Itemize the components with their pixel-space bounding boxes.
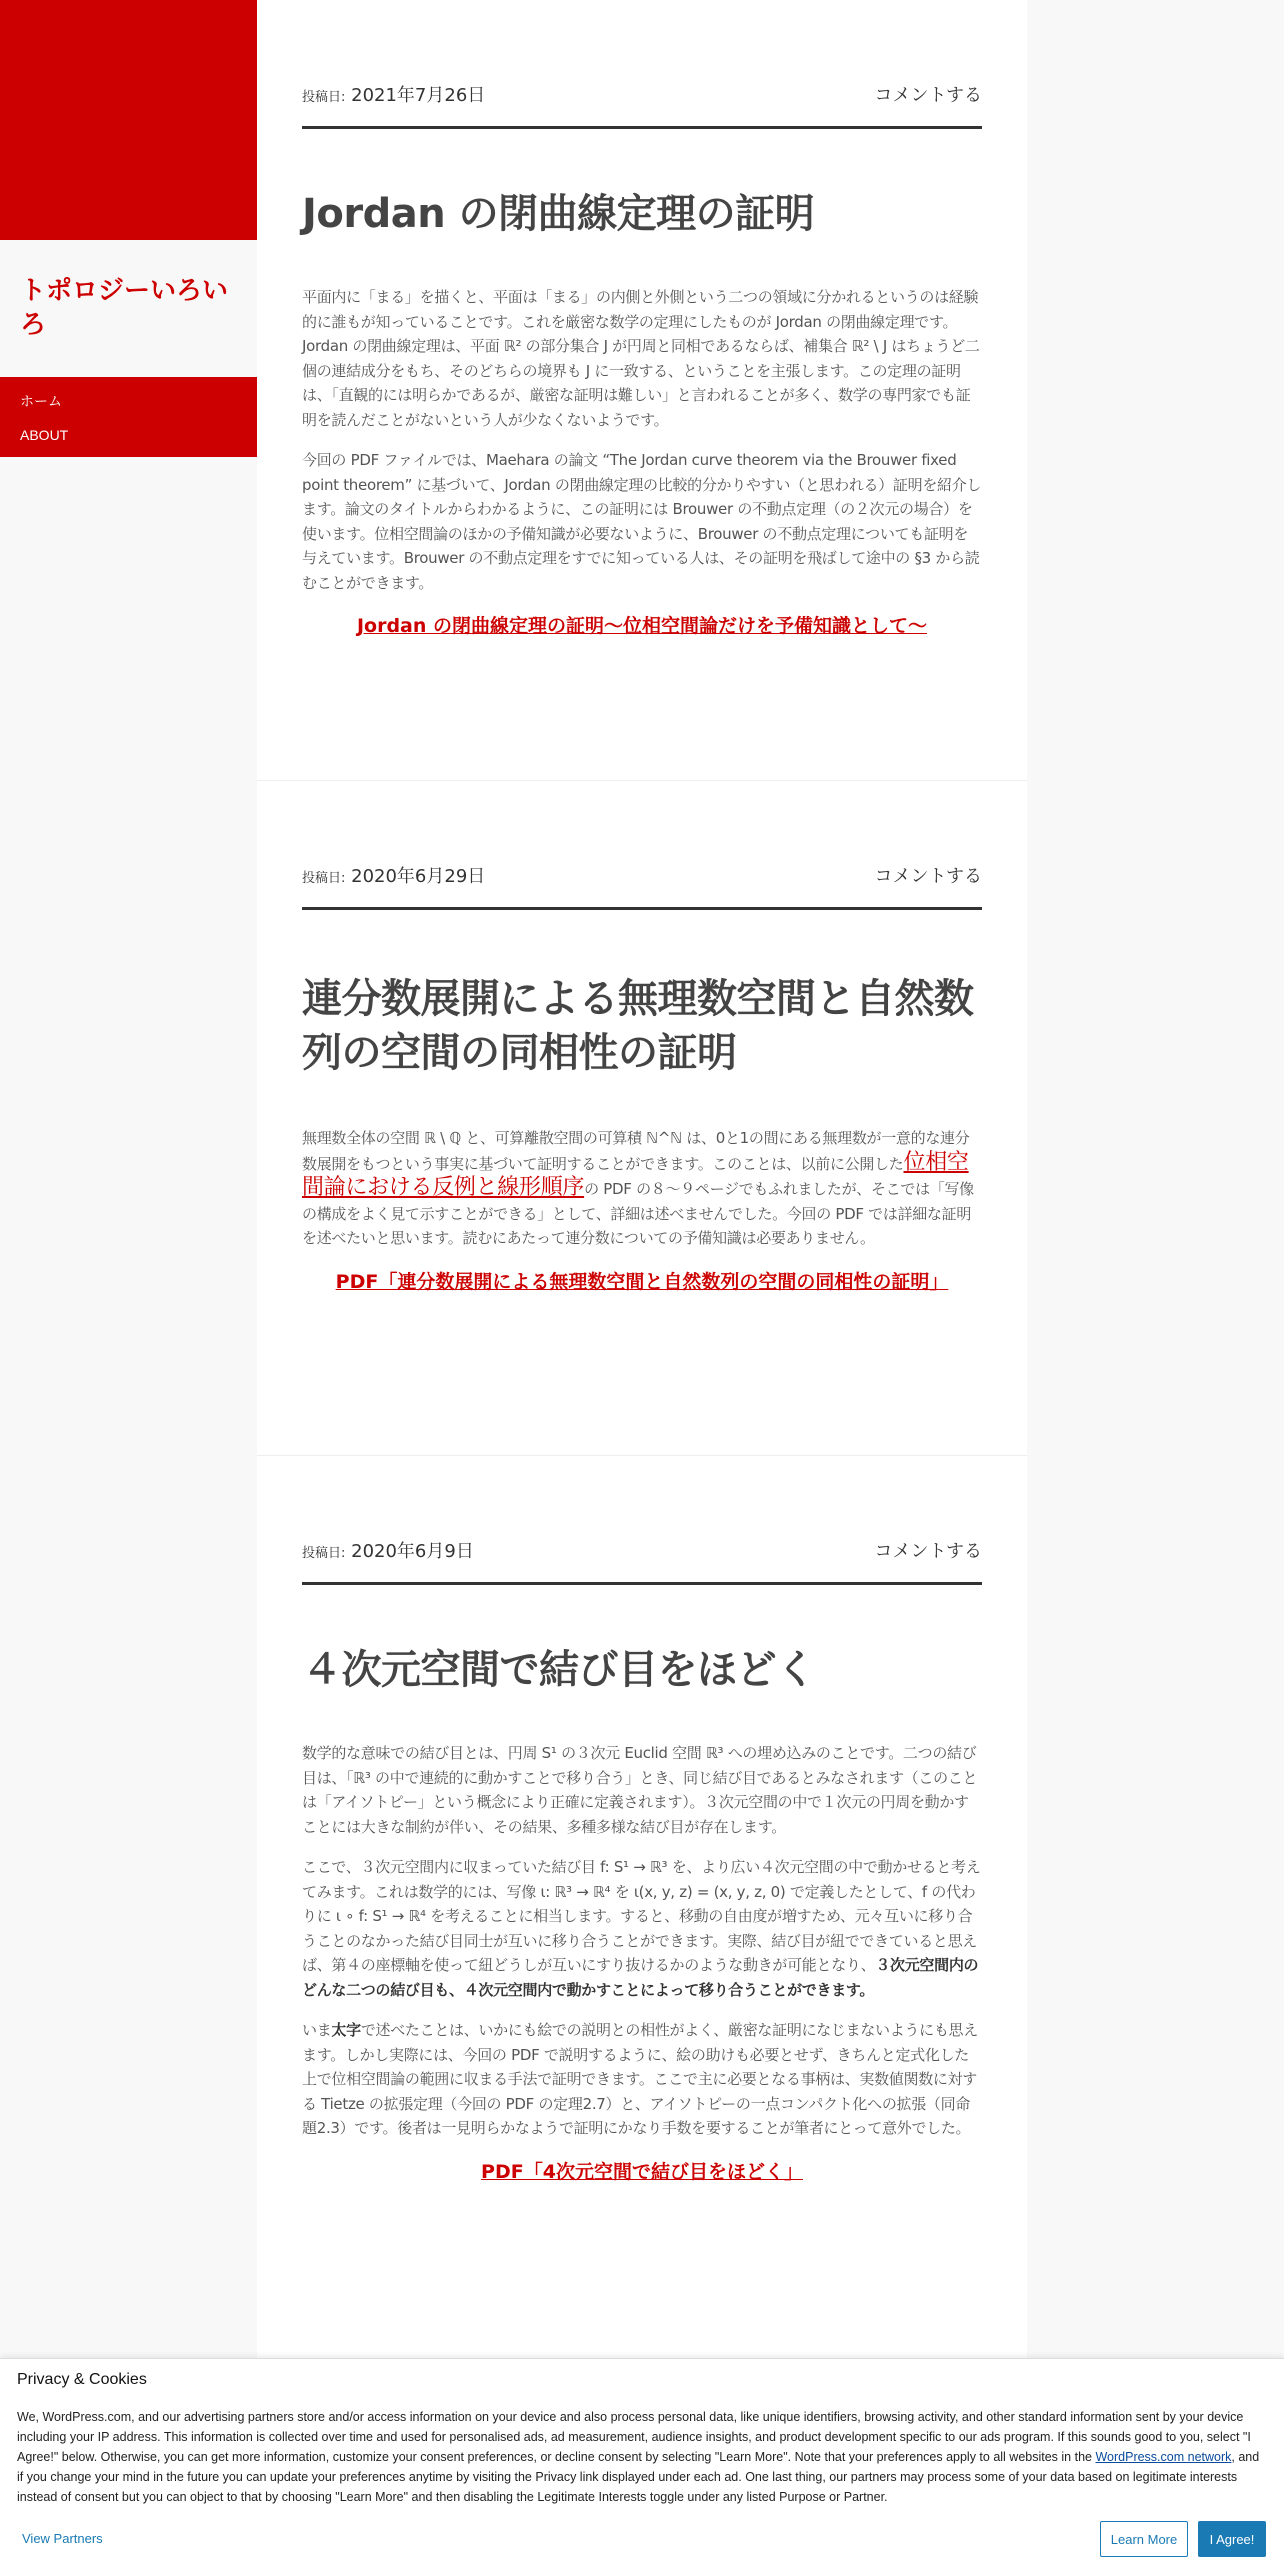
title-rule [302,1582,982,1585]
comment-link[interactable]: コメントする [874,85,982,106]
post-title[interactable]: Jordan の閉曲線定理の証明 [302,191,815,237]
nav-item-home[interactable]: ホーム [20,392,62,409]
post-2 [302,855,982,1294]
post-paragraph: 無理数全体の空間 ℝ \ ℚ と、可算離散空間の可算積 ℕ^ℕ は、0と1の間にある無理数が一意的な連分数展開をもつという事実に基づいて証明することができます。このことは、以前に公開した位相空間論における反例と線形順序の PDF の８～９ページでもふれましたが、そこでは「写像の構成をよく見て示すことができる」として、詳細は述べませんでした。今回の PDF では詳細な証明を述べたいと思います。読むにあたって連分数についての予備知識は必要ありません。 [302,1129,974,1247]
related-post-link[interactable]: 位相空間論における反例と線形順序 [302,1149,969,1200]
pdf-download-link[interactable]: PDF「連分数展開による無理数空間と自然数列の空間の同相性の証明」 [335,1270,949,1293]
post-date-link[interactable]: 2020年6月29日 [351,866,486,887]
title-rule [302,126,982,129]
cookie-text: We, WordPress.com, and our advertising partners store and/or access information on your device and also process personal data, like unique identifiers, browsing activity, and other standard information sent by your device including your IP address. This information is collected over time and used for personalised ads, ad measurement, audience insights, and product development specific to our ads program. If this sounds good to you, select "I Agree!" below. Otherwise, you can get more information, customize your consent preferences, or decline consent by selecting "Learn More". Note that your preferences apply to all websites in the WordPress.com network, and if you change your mind in the future you can update your preferences anytime by visiting the Privacy link displayed under each ad. One last thing, our partners may process some of your data based on legitimate interests instead of consent but you can object to that by choosing "Learn More" and then disabling the Legitimate Interests toggle under any listed Purpose or Partner. [17,2410,1260,2504]
post-paragraph: 数学的な意味での結び目とは、円周 S¹ の３次元 Euclid 空間 ℝ³ への埋め込みのことです。二つの結び目は、「ℝ³ の中で連続的に動かすことで移り合う」とき、同じ結び目であるとみなされます（このことは「アイソトピー」という概念により正確に定義されます）。３次元空間の中で１次元の円周を動かすことには大きな制約が伴い、その結果、多種多様な結び目が存在します。 [302,1744,978,1836]
learn-more-button[interactable]: Learn More [1100,2521,1188,2557]
nav-item-about[interactable]: ABOUT [20,426,69,443]
main-content [257,0,1027,2568]
cookie-consent-banner [0,2358,1284,2569]
post-divider [257,1455,1027,1456]
post-body [302,285,982,638]
post-paragraph: ここで、３次元空間内に収まっていた結び目 f: S¹ → ℝ³ を、より広い４次元空間の中で動かせると考えてみます。これは数学的には、写像 ι: ℝ³ → ℝ⁴ を ι(x, y, z) = (x, y, z, 0) で定義したとして、f の代わりに ι ∘ f: S¹ → ℝ⁴ を考えることに相当します。すると、移動の自由度が増すため、元々互いに移り合うことのなかった結び目同士が互いに移り合うことができます。実際、結び目が紐でできていると思えば、第４の座標軸を使って紐どうしが互いにすり抜けるかのような動きが可能となり、３次元空間内のどんな二つの結び目も、４次元空間内で動かすことによって移り合うことができます。 [302,1858,981,1999]
post-divider [257,780,1027,781]
agree-button[interactable]: I Agree! [1198,2521,1266,2557]
post-date: 投稿日: 2021年7月26日 [302,85,486,106]
comment-link[interactable]: コメントする [874,1541,982,1562]
post-3 [302,1530,982,2184]
post-date-link[interactable]: 2021年7月26日 [351,85,486,106]
post-meta [302,74,982,114]
view-partners-button[interactable]: View Partners [22,2531,103,2546]
site-title[interactable]: トポロジーいろいろ [20,276,229,340]
post-meta [302,1530,982,1570]
post-meta [302,855,982,895]
cookie-title: Privacy & Cookies [17,2371,147,2388]
post-date: 投稿日: 2020年6月29日 [302,866,486,887]
wordpress-network-link[interactable]: WordPress.com network [1095,2450,1232,2464]
post-title[interactable]: 連分数展開による無理数空間と自然数列の空間の同相性の証明 [302,976,974,1076]
post-body [302,1126,982,1294]
post-date: 投稿日: 2020年6月9日 [302,1541,474,1562]
post-paragraph: 今回の PDF ファイルでは、Maehara の論文 “The Jordan curve theorem via the Brouwer fixed point theorem” に基づいて、Jordan の閉曲線定理の比較的分かりやすい（と思われる）証明を紹介します。論文のタイトルからわかるように、この証明には Brouwer の不動点定理（の２次元の場合）を使います。位相空間論のほかの予備知識が必要ないように、Brouwer の不動点定理についても証明を与えています。Brouwer の不動点定理をすでに知っている人は、その証明を飛ばして途中の §3 から読むことができます。 [302,451,982,592]
sidebar-header-banner [0,0,257,240]
comment-link[interactable]: コメントする [874,866,982,887]
post-1 [302,74,982,638]
post-paragraph: いま太字で述べたことは、いかにも絵での説明との相性がよく、厳密な証明になじまないようにも思えます。しかし実際には、今回の PDF で説明するように、絵の助けも必要とせず、きちんと定式化した上で位相空間論の範囲に収まる手法で証明できます。ここで主に必要となる事柄は、実数値関数に対する Tietze の拡張定理（今回の PDF の定理2.7）と、アイソトピーの一点コンパクト化への拡張（同命題2.3）です。後者は一見明らかなようで証明にかなり手数を要することが筆者にとって意外でした。 [302,2021,978,2137]
site-navigation [0,377,257,457]
pdf-download-link[interactable]: PDF「4次元空間で結び目をほどく」 [481,2160,803,2183]
pdf-download-link[interactable]: Jordan の閉曲線定理の証明～位相空間論だけを予備知識として～ [356,615,928,637]
sidebar [0,0,257,457]
post-body [302,1741,982,2184]
post-date-link[interactable]: 2020年6月9日 [351,1541,474,1562]
post-paragraph: 平面内に「まる」を描くと、平面は「まる」の内側と外側という二つの領域に分かれるというのは経験的に誰もが知っていることです。これを厳密な数学の定理にしたものが Jordan の閉曲線定理です。Jordan の閉曲線定理は、平面 ℝ² の部分集合 J が円周と同相であるならば、補集合 ℝ² \ J はちょうど二個の連結成分をもち、そのどちらの境界も J に一致する、ということを主張します。この定理の証明は、「直観的には明らかであるが、厳密な証明は難しい」と言われることが多く、数学の専門家でも証明を読んだことがないという人が少なくないようです。 [302,288,980,429]
title-rule [302,907,982,910]
post-title[interactable]: ４次元空間で結び目をほどく [302,1647,816,1693]
